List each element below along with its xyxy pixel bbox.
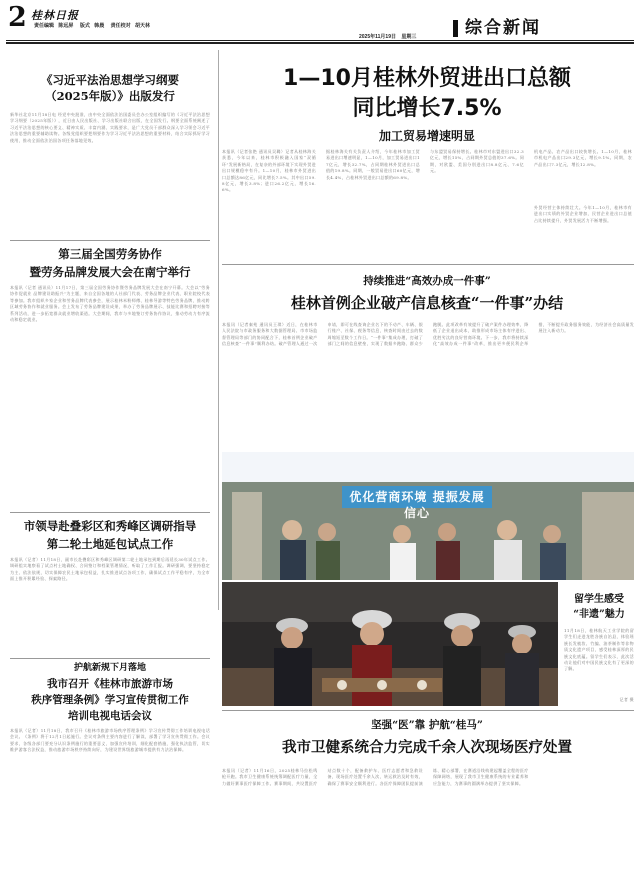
lead-body bbox=[222, 149, 634, 261]
weekday: 星期三 bbox=[401, 34, 417, 40]
section-name: 综合新闻 bbox=[465, 18, 541, 38]
article-body: 本报讯（记者 通讯员）11月17日，第三届全国劳务协作暨劳务品牌发展大会在南宁开幕。大会以“劳务协作促就业 品牌建设助振兴”为主题，来自全国各地的人社部门代表、劳务品牌企业代表、职业院校代表等参加。我市组织多家企业和劳务品牌代表参会，展示桂林米粉师傅、桂林导游等特色劳务品牌，推动跨区域劳务协作和就业服务。会上发布了劳务品牌建设成果，举办了劳务品牌展示、技能比赛和招聘对接等系列活动，进一步拓宽群众就业增收渠道。大会期间，我市与多地签订劳务协作协议，推动劳动力有序流动和稳定就业。 bbox=[10, 285, 210, 323]
headline-line: 1—10月桂林外贸进出口总额 bbox=[283, 66, 571, 91]
staff-label-proof: 责任校对 bbox=[110, 23, 131, 29]
page-number: 2 bbox=[8, 2, 27, 33]
title-line: 留学生感受 bbox=[574, 594, 624, 605]
title-line: 第三届全国劳务协作 bbox=[58, 247, 162, 261]
article-divider bbox=[10, 512, 210, 513]
story-title: 我市卫健系统合力完成千余人次现场医疗处置 bbox=[282, 739, 572, 756]
section-marker bbox=[453, 20, 458, 37]
lead-subhead: 加工贸易增速明显 bbox=[378, 129, 475, 143]
masthead bbox=[0, 0, 640, 42]
culture-title bbox=[564, 592, 634, 622]
masthead-rule-thick bbox=[6, 42, 634, 44]
staff-layout: 韩晨 bbox=[94, 23, 105, 29]
paper-name: 桂林日报 bbox=[31, 9, 79, 22]
headline-line: 同比增长7.5% bbox=[352, 96, 502, 121]
column-divider bbox=[218, 50, 219, 610]
story-body: 本报讯（记者秦苑 通讯员王琪）近日，在桂林市人民法院与市政务服务和大数据管理局、市市场监督管理局等部门的协同配合下，桂林首例企业破产信息核查“一件事”顺利办结。破产管理人通过一次申请，即可在线查询企业名下的不动产、车辆、银行账户、社保、税务等信息，核查时间由过去的数周缩短至数个工作日。“一件事”集成办理，打破了部门之间的信息壁垒，实现了数据多跑路、群众少跑腿。此项改革有效提升了破产案件办理效率，降低了企业退出成本，助推形成市场主体有序进出、优胜劣汰的良好营商环境。下一步，我市将持续深化“高效办成一件事”改革，推出更多便民利企举措，不断提升政务服务效能，为经济社会高质量发展注入新动力。 bbox=[222, 322, 634, 347]
title-line: 市领导赴叠彩区和秀峰区调研指导 bbox=[23, 519, 197, 533]
article-kicker: 护航新规下月落地 bbox=[73, 663, 146, 673]
lead-paragraph: 本报讯（记者张艳 通讯员吴璐）记者从桂林海关获悉，今年以来，桂林市积极融入国家“双循环”发展新格局，在复杂的外部环境下实现外贸进出口规模稳中有升。1—10月，桂林市外贸进出口总额达86亿元，同比增长7.5%。其中出口59.8亿元，增长3.8%；进口26.2亿元，增长16.6%。 bbox=[222, 149, 316, 193]
staff-editor: 陈远屏 bbox=[58, 23, 74, 29]
masthead-rule bbox=[6, 40, 634, 41]
section-divider bbox=[222, 710, 634, 711]
photo-credit: 记者 摄 bbox=[619, 697, 634, 702]
staff-proof: 胡天林 bbox=[135, 23, 151, 29]
story-kicker: 坚强“医”靠 护航“桂马” bbox=[371, 719, 483, 731]
article-title bbox=[10, 676, 210, 724]
photo-illustration bbox=[222, 582, 558, 706]
title-line: 第二轮土地延包试点工作 bbox=[46, 537, 174, 551]
title-line: 《习近平法治思想学习纲要 bbox=[41, 73, 179, 87]
lead-paragraph: 机电产品、农产品出口较快增长。1—10月，桂林市机电产品出口29.3亿元，增长9.1%。同期，农产品出口7.3亿元，增长12.8%。 bbox=[534, 149, 632, 167]
title-line: （2025年版）》出版发行 bbox=[45, 89, 175, 103]
story-body: 本报讯（记者）11月16日，2025桂林马拉松鸣枪开跑。我市卫生健康系统统筹调配医疗力量，全力做好赛事医疗保障工作。赛事期间，共设置医疗站点数十个，配备救护车、医疗志愿者和急救设备，现场医疗处置千余人次，转运救治及时有效，确保了赛事安全顺利进行。各医疗保障团队提前演练、精心部署，在赛道沿线构建起覆盖全程的医疗保障网络，展现了我市卫生健康系统的专业素养和应急能力，为赛事的圆满举办提供了坚实保障。 bbox=[222, 768, 529, 786]
story-kicker: 持续推进“高效办成一件事” bbox=[363, 275, 491, 287]
article-body: 本报讯（记者）11月18日，副市长赴叠彩区和秀峰区调研第二轮土地承包到期后再延长30年试点工作。调研组实地察看了试点村土地确权、合同签订和档案管理情况，听取了工作汇报。调研强调，要坚持稳定为主、依法依规，切实保障农民土地承包权益，扎实推进试点各项工作，确保试点工作平稳有序，为全市面上推开积累经验、探索路径。 bbox=[10, 557, 210, 582]
section-divider bbox=[222, 264, 634, 265]
title-line: “非遗”魅力 bbox=[573, 609, 625, 620]
photo-banner-text: 优化营商环境 提振发展信心 bbox=[349, 490, 485, 520]
lead-paragraph: 据桂林海关有关负责人介绍，今年桂林市加工贸易进出口增速明显，1—10月，加工贸易进出口17亿元，增长32.7%，占同期桂林外贸进出口总值的19.8%。同期，一般贸易进出口60亿元，增长4.4%，占桂林外贸进出口总额的69.8%。 bbox=[326, 149, 420, 180]
title-line: 暨劳务品牌发展大会在南宁举行 bbox=[29, 265, 191, 279]
culture-photo bbox=[222, 582, 558, 706]
title-line: 我市召开《桂林市旅游市场 bbox=[47, 678, 173, 690]
culture-caption: 11月18日，桂林航天工业学院的留学生们走进龙胜各族自治县，体验瑶族长发梳妆、竹编、油茶制作等非物质文化遗产项目，感受桂林深厚的民族文化底蕴。留学生们表示，此次活动让他们对中国民族文化有了更深的了解。 bbox=[564, 628, 634, 672]
article-divider bbox=[10, 240, 210, 241]
story-photo bbox=[222, 452, 634, 580]
staff-label-editor: 责任编辑 bbox=[34, 23, 55, 29]
lead-paragraph: 外贸经营主体持续壮大。今年1—10月，桂林市有进出口实绩的外贸企业增加，民营企业进出口总值占比持续提升，外贸发展活力不断增强。 bbox=[534, 205, 632, 223]
title-line: 培训电视电话会议 bbox=[68, 710, 152, 722]
title-line: 秩序管理条例》学习宣传贯彻工作 bbox=[31, 694, 189, 706]
date: 2025年11月19日 bbox=[359, 34, 396, 40]
article-title bbox=[10, 517, 210, 553]
article-title bbox=[10, 72, 210, 104]
lead-paragraph: 与东盟贸易保持增长。桂林市对东盟进出口32.3亿元，增长15%，占同期外贸总值的37.6%。同期，对欧盟、美国分别进出口8.8亿元、7.6亿元。 bbox=[430, 149, 524, 174]
issue-date bbox=[359, 33, 416, 40]
lead-headline bbox=[222, 64, 632, 124]
staff-line bbox=[34, 22, 150, 29]
staff-label-layout: 版式 bbox=[79, 23, 90, 29]
article-divider bbox=[10, 658, 210, 659]
story-title: 桂林首例企业破产信息核查“一件事”办结 bbox=[290, 294, 564, 312]
article-body: 本报讯（记者）11月18日，我市召开《桂林市旅游市场秩序管理条例》学习宣传贯彻工作培训电视电话会议。《条例》将于12月1日起施行。会议对条例主要内容进行了解读，部署了学习宣传贯彻工作。会议要求，各级各部门要充分认识条例施行的重要意义，加强宣传培训，细化配套措施，强化执法监管，切实维护游客合法权益，推动旅游市场秩序持续向好，为建设世界级旅游城市提供有力法治保障。 bbox=[10, 728, 210, 753]
article-body: 新华社北京11月18日电 经党中央批准，由中央全面依法治国委员会办公室组织编写的《习近平法治思想学习纲要（2025年版）》，近日由人民出版社、学习出版社联合出版，在全国发行。纲要全面系统阐述了习近平法治思想的核心要义、精神实质、丰富内涵、实践要求，是广大党员干部群众深入学习领会习近平法治思想的重要辅助读物。各级党组织要把纲要作为学习习近平法治思想的重要材料，结合实际抓好学习使用，推动全面依法治国各项任务落地见效。 bbox=[10, 112, 210, 143]
article-title bbox=[10, 245, 210, 281]
